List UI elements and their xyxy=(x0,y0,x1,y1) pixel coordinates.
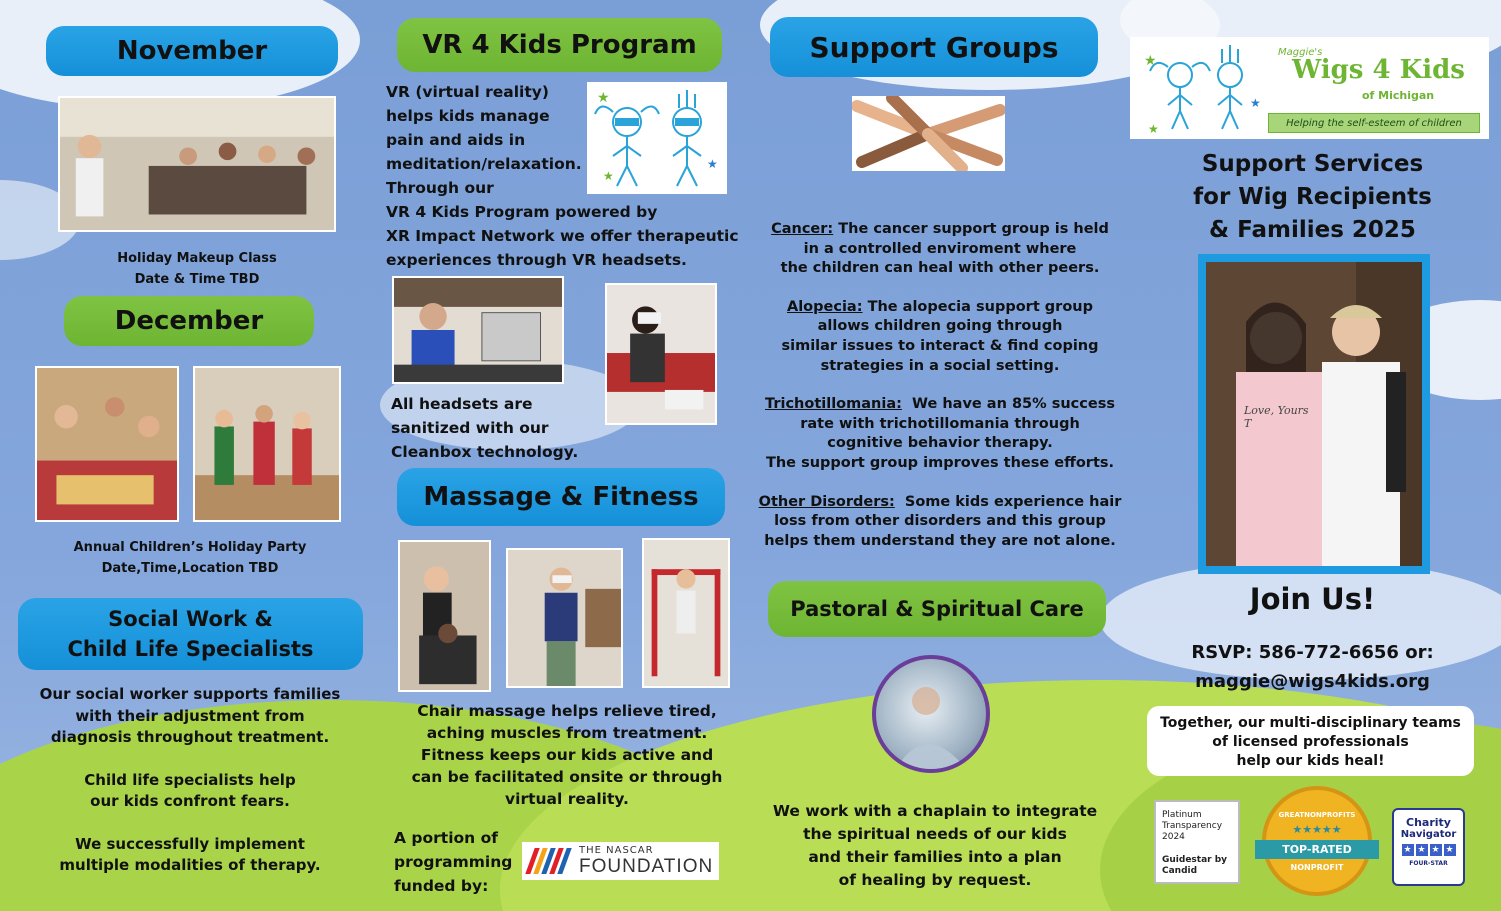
svg-text:★: ★ xyxy=(1250,96,1261,110)
message-line: of licensed professionals xyxy=(1212,734,1409,750)
nascar-logo-bottom: FOUNDATION xyxy=(579,855,714,877)
text-line: in a controlled enviroment where xyxy=(803,240,1077,257)
funding-text xyxy=(394,826,524,898)
text-line: aching muscles from treatment. xyxy=(426,724,708,742)
text-line: helps them understand they are not alone. xyxy=(764,532,1116,549)
title-line: for Wig Recipients xyxy=(1193,184,1432,210)
text-line: We successfully implement xyxy=(75,834,305,853)
text-line: the children can heal with other peers. xyxy=(780,260,1100,277)
rsvp-phone: RSVP: 586-772-6656 or: xyxy=(1191,642,1434,663)
badge-line: Candid xyxy=(1162,866,1198,876)
text-line: rate with trichotillomania through xyxy=(800,415,1080,432)
text-line: The support group improves these efforts. xyxy=(765,454,1115,471)
text-line: can be facilitated onsite or through xyxy=(411,768,723,786)
text-line: Our social worker supports families xyxy=(39,685,341,703)
text-line xyxy=(748,298,1132,318)
holiday-party-photo-1 xyxy=(35,366,179,522)
title-line: Support Services xyxy=(1201,151,1424,177)
chaplain-circle-photo xyxy=(872,655,990,773)
november-caption xyxy=(58,248,336,290)
nascar-stripes-icon xyxy=(525,848,571,874)
text-line: of healing by request. xyxy=(838,871,1032,889)
december-heading: December xyxy=(64,296,314,346)
text-line: diagnosis throughout treatment. xyxy=(50,728,330,746)
fitness-frame-photo xyxy=(642,538,730,688)
text-line: VR (virtual reality) xyxy=(386,83,549,101)
pastoral-care-heading: Pastoral & Spiritual Care xyxy=(768,581,1106,637)
text-line xyxy=(748,220,1132,240)
text-line: the spiritual needs of our kids xyxy=(803,825,1067,843)
featured-photo-frame xyxy=(1198,254,1430,574)
caption-line: Holiday Makeup Class xyxy=(117,251,277,266)
vr-kid-photo xyxy=(392,276,564,384)
rsvp-email[interactable]: maggie@wigs4kids.org xyxy=(1195,671,1430,692)
social-work-heading xyxy=(18,598,363,670)
charity-navigator-badge xyxy=(1392,808,1465,886)
vr-stick-figures-illustration xyxy=(587,82,727,194)
text-line: All headsets are xyxy=(391,395,533,413)
vr-fitness-photo xyxy=(506,548,623,688)
text-line: strategies in a social setting. xyxy=(820,357,1060,374)
badge-line: Navigator xyxy=(1400,829,1457,840)
text-line: helps kids manage xyxy=(386,107,550,125)
caption-line: Annual Children’s Holiday Party xyxy=(73,540,307,555)
vr-sanitized-text xyxy=(391,392,591,464)
text-line: experiences through VR headsets. xyxy=(386,251,687,269)
svg-text:★: ★ xyxy=(603,169,614,183)
join-us-heading: Join Us! xyxy=(1249,582,1376,616)
text-line: VR 4 Kids Program powered by xyxy=(386,203,658,221)
badge-line: 2024 xyxy=(1162,832,1185,842)
rsvp-text xyxy=(1150,638,1475,696)
page-title xyxy=(1140,148,1485,247)
shirt-text: Love, Yours T xyxy=(1244,404,1309,430)
text-line: multiple modalities of therapy. xyxy=(59,856,321,874)
massage-fitness-heading: Massage & Fitness xyxy=(397,468,725,526)
text-line: Fitness keeps our kids active and xyxy=(420,746,714,764)
heading-line: Social Work & xyxy=(108,607,273,631)
svg-text:★: ★ xyxy=(1144,53,1157,69)
nascar-foundation-logo xyxy=(522,842,719,880)
trichotillomania-label: Trichotillomania: xyxy=(765,396,902,413)
featured-photo xyxy=(1206,262,1422,566)
text-line: Through our xyxy=(386,179,494,197)
text-line: pain and aids in xyxy=(386,131,526,149)
nascar-logo-top: THE NASCAR xyxy=(579,844,654,856)
svg-text:★: ★ xyxy=(1148,122,1159,136)
vr-program-heading: VR 4 Kids Program xyxy=(397,18,722,72)
text-line: allows children going through xyxy=(817,318,1063,335)
team-message-box xyxy=(1147,706,1474,776)
holiday-party-photo-2 xyxy=(193,366,341,522)
text-line: and their families into a plan xyxy=(808,848,1062,866)
text-line: similar issues to interact & find coping xyxy=(781,337,1099,354)
logo-sub: of Michigan xyxy=(1362,89,1435,102)
message-line: help our kids heal! xyxy=(1236,753,1385,769)
heading-line: Child Life Specialists xyxy=(67,637,314,661)
text-line: A portion of xyxy=(394,829,498,847)
greatnonprofits-badge xyxy=(1262,786,1372,896)
text-line xyxy=(748,493,1132,513)
badge-line: FOUR-STAR xyxy=(1409,860,1448,867)
badge-bottom-text: NONPROFIT xyxy=(1290,862,1344,872)
hands-together-image xyxy=(852,96,1005,171)
text-line: our kids confront fears. xyxy=(90,792,290,810)
logo-maggies: Maggie's xyxy=(1278,47,1323,58)
text-line xyxy=(748,395,1132,415)
svg-text:★: ★ xyxy=(707,157,718,171)
massage-fitness-text xyxy=(392,700,742,810)
november-heading: November xyxy=(46,26,338,76)
text-line: sanitized with our xyxy=(391,419,549,437)
logo-tagline: Helping the self-esteem of children xyxy=(1268,113,1480,133)
text-line: Chair massage helps relieve tired, xyxy=(417,702,717,720)
pastoral-care-text xyxy=(750,800,1120,892)
badge-line: Guidestar by xyxy=(1162,855,1228,865)
text-span: Some kids experience hair xyxy=(894,493,1122,510)
support-groups-heading: Support Groups xyxy=(770,17,1098,77)
vr-headset-photo xyxy=(605,283,717,425)
social-work-text xyxy=(10,684,370,877)
badge-ribbon: TOP-RATED xyxy=(1255,840,1379,859)
badge-line: Transparency xyxy=(1162,821,1223,831)
text-line: cognitive behavior therapy. xyxy=(827,435,1053,452)
support-groups-text xyxy=(748,220,1132,551)
badge-top-text: GREATNONPROFITS xyxy=(1278,810,1356,819)
badge-line: Platinum xyxy=(1162,810,1202,820)
massage-photo xyxy=(398,540,491,692)
caption-line: Date & Time TBD xyxy=(134,272,260,287)
text-span: The alopecia support group xyxy=(862,298,1093,315)
text-line: with their adjustment from xyxy=(75,706,305,725)
text-line: meditation/relaxation. xyxy=(386,155,582,173)
badge-line: Charity xyxy=(1406,816,1451,829)
alopecia-label: Alopecia: xyxy=(786,298,863,315)
wigs-4-kids-logo xyxy=(1130,37,1489,139)
text-line: programming xyxy=(394,853,513,871)
makeup-class-photo xyxy=(58,96,336,232)
cancer-label: Cancer: xyxy=(771,221,834,237)
logo-name: Wigs 4 Kids xyxy=(1292,55,1465,85)
text-line: loss from other disorders and this group xyxy=(774,513,1106,530)
star-boxes: ★ ★ ★ ★ xyxy=(1403,845,1454,855)
text-line: virtual reality. xyxy=(505,790,629,808)
text-line: XR Impact Network we offer therapeutic xyxy=(386,227,739,245)
caption-line: Date,Time,Location TBD xyxy=(101,561,279,576)
svg-text:★: ★ xyxy=(597,90,610,106)
guidestar-badge xyxy=(1154,800,1240,884)
badge-stars: ★★★★★ xyxy=(1292,822,1342,836)
text-line: We work with a chaplain to integrate xyxy=(772,802,1098,820)
text-span: We have an 85% success xyxy=(901,396,1115,413)
december-caption xyxy=(20,537,360,579)
text-line: Child life specialists help xyxy=(84,770,296,789)
text-line: Cleanbox technology. xyxy=(391,443,579,461)
message-line: Together, our multi-disciplinary teams xyxy=(1160,715,1461,731)
text-line: funded by: xyxy=(394,877,489,895)
other-disorders-label: Other Disorders: xyxy=(758,493,895,510)
text-span: The cancer support group is held xyxy=(833,221,1109,237)
title-line: & Families 2025 xyxy=(1209,217,1416,243)
